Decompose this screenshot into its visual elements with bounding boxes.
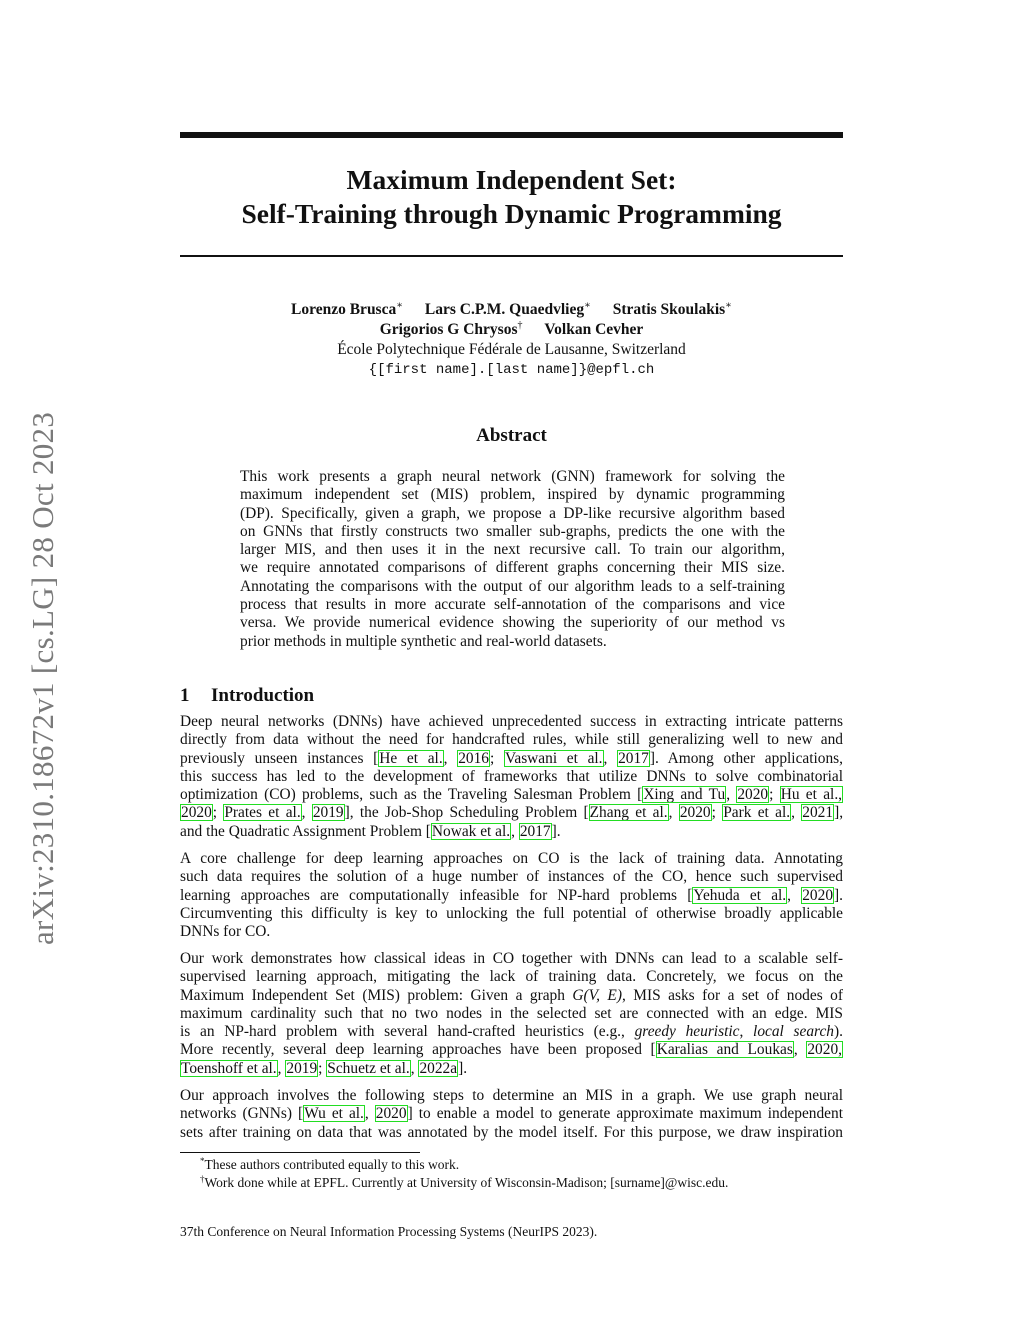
text-line: networks (GNNs) [Wu et al., 2020] to enable a model to generate approximate maximum independent xyxy=(180,1105,843,1123)
abstract-line: process that results in more accurate self-annotation of the comparisons and vice xyxy=(240,596,785,614)
text-line: Circumventing this difficulty is key to unlocking the full potential of otherwise broadly applicable xyxy=(180,904,843,922)
abstract-line: we require annotated comparisons of different graphs concerning their MIS size. xyxy=(240,559,785,577)
citation-link[interactable]: 2021 xyxy=(802,804,834,822)
author-email: {[first name].[last name]}@epfl.ch xyxy=(368,362,655,378)
text-line: learning approaches are computationally infeasible for NP-hard problems [Yehuda et al., 2020]. xyxy=(180,886,843,904)
section-title: Introduction xyxy=(211,685,315,706)
text-line: Maximum Independent Set (MIS) problem: Given a graph G(V, E), MIS asks for a set of nodes of xyxy=(180,986,843,1004)
footnote-2: †Work done while at EPFL. Currently at University of Wisconsin-Madison; [surname]@wisc.edu. xyxy=(200,1174,729,1190)
citation-link[interactable]: 2020 xyxy=(737,786,769,804)
abstract-heading: Abstract xyxy=(476,425,547,446)
text-line: 2020; Prates et al., 2019], the Job-Shop Scheduling Problem [Zhang et al., 2020; Park et al., 2021], xyxy=(181,804,844,822)
citation-link[interactable]: Prates et al. xyxy=(224,804,301,822)
math-graph: G(V, E) xyxy=(572,986,622,1004)
citation-link[interactable]: 2020 xyxy=(181,804,212,822)
text-line: Deep neural networks (DNNs) have achieved unprecedented success in extracting intricate patterns xyxy=(180,713,843,730)
author-name: Lars C.P.M. Quaedvlieg xyxy=(424,301,585,318)
citation-link[interactable]: 2020 xyxy=(375,1105,407,1123)
citation-link[interactable]: 2016 xyxy=(458,749,489,767)
abstract-line: maximum independent set (MIS) problem, inspired by dynamic programming xyxy=(240,486,785,504)
text-line: this success has led to the development of frameworks that utilize DNNs to solve combinatorial xyxy=(180,767,843,785)
author-name: Stratis Skoulakis xyxy=(612,301,726,318)
text-line: is an NP-hard problem with several hand-crafted heuristics (e.g., greedy heuristic, local search). xyxy=(180,1023,843,1041)
citation-link[interactable]: Schuetz et al. xyxy=(327,1059,410,1077)
abstract-line: larger MIS, and then uses it in the next recursive call. To train our algorithm, xyxy=(240,541,785,559)
text-line: DNNs for CO. xyxy=(180,923,271,941)
citation-link[interactable]: 2019 xyxy=(312,804,344,822)
text-line: previously unseen instances [He et al., 2016; Vaswani et al., 2017]. Among other applications, xyxy=(180,749,844,767)
citation-link[interactable]: Nowak et al. xyxy=(431,822,511,840)
footnote-1: *These authors contributed equally to this work. xyxy=(200,1156,460,1172)
title-bottom-rule xyxy=(180,255,843,257)
title-line-1: Maximum Independent Set: xyxy=(346,164,677,195)
text-line: Our approach involves the following steps to determine an MIS in a graph. We use graph neural xyxy=(180,1087,843,1104)
paragraph-3 xyxy=(180,950,843,1078)
section-number: 1 xyxy=(180,685,190,706)
text-line: Our work demonstrates how classical ideas in CO together with DNNs can lead to a scalable self- xyxy=(180,950,843,967)
paragraph-4 xyxy=(180,1087,843,1142)
citation-link[interactable]: 2020 xyxy=(802,886,834,904)
citation-link[interactable]: Vaswani et al. xyxy=(504,749,603,767)
citation-link[interactable]: Hu et al., xyxy=(780,786,843,804)
abstract-line: Annotating the comparisons with the output of our algorithm leads to a self-training xyxy=(240,577,785,595)
text-line: optimization (CO) problems, such as the Traveling Salesman Problem [Xing and Tu, 2020; Hu et al., xyxy=(180,786,843,804)
citation-link[interactable]: Toenshoff et al. xyxy=(181,1059,277,1077)
citation-link[interactable]: Xing and Tu xyxy=(643,786,726,804)
abstract-line: versa. We provide numerical evidence showing the superiority of our method vs xyxy=(240,614,785,632)
text-line: A core challenge for deep learning approaches on CO is the lack of training data. Annotating xyxy=(180,850,843,867)
author-block xyxy=(180,300,843,380)
citation-link[interactable]: 2017 xyxy=(519,822,551,840)
text-line: More recently, several deep learning approaches have been proposed [Karalias and Loukas, 2020, xyxy=(180,1041,842,1059)
paragraph-2 xyxy=(180,850,843,941)
abstract-text xyxy=(240,468,785,651)
citation-link[interactable]: Karalias and Loukas xyxy=(656,1041,793,1059)
title-top-rule xyxy=(180,132,843,138)
abstract-line: This work presents a graph neural network (GNN) framework for solving the xyxy=(240,468,785,485)
text-line: sets after training on data that was annotated by the model itself. For this purpose, we draw inspiration xyxy=(180,1123,843,1141)
author-name: Grigorios G Chrysos xyxy=(379,321,518,338)
citation-link[interactable]: 2019 xyxy=(286,1059,318,1077)
citation-link[interactable]: Yehuda et al. xyxy=(693,886,787,904)
text-line: directly from data without the need for handcrafted rules, while still generalizing well to new and xyxy=(180,731,843,749)
section-heading-introduction xyxy=(180,685,314,707)
text-line: supervised learning approach, mitigating the lack of training data. Concretely, we focus on the xyxy=(180,968,843,986)
text-line: and the Quadratic Assignment Problem [Nowak et al., 2017]. xyxy=(180,822,561,840)
text-line: such data requires the solution of a huge number of instances of the CO, hence such supervised xyxy=(180,868,843,886)
citation-link[interactable]: Zhang et al. xyxy=(589,804,668,822)
abstract-line: on GNNs that firstly constructs two smaller sub-graphs, predicts the one with the xyxy=(240,522,785,540)
citation-link[interactable]: Park et al. xyxy=(723,804,791,822)
citation-link[interactable]: Wu et al. xyxy=(304,1105,364,1123)
affiliation: École Polytechnique Fédérale de Lausanne, Switzerland xyxy=(337,341,686,358)
abstract-line: (DP). Specifically, given a graph, we propose a DP-like recursive algorithm based xyxy=(240,504,785,522)
arxiv-identifier: arXiv:2310.18672v1 [cs.LG] 28 Oct 2023 xyxy=(25,411,60,945)
citation-link[interactable]: 2020 xyxy=(679,804,711,822)
equal-contribution-mark: ∗ xyxy=(584,300,591,311)
text-line: maximum cardinality such that no two nodes in the selected set are connected with an edge. MIS xyxy=(180,1004,843,1022)
text-line: Toenshoff et al., 2019; Schuetz et al., 2022a]. xyxy=(181,1059,468,1077)
footnote-rule xyxy=(180,1152,420,1153)
dagger-mark: † xyxy=(517,320,523,331)
equal-contribution-mark: ∗ xyxy=(396,300,404,311)
title-line-2: Self-Training through Dynamic Programming xyxy=(241,198,782,229)
author-name: Lorenzo Brusca xyxy=(291,301,397,318)
citation-link[interactable]: 2017 xyxy=(618,749,649,767)
paragraph-1 xyxy=(180,713,843,841)
conference-note: 37th Conference on Neural Information Processing Systems (NeurIPS 2023). xyxy=(180,1224,598,1239)
paper-title xyxy=(180,163,843,231)
equal-contribution-mark: ∗ xyxy=(725,300,732,311)
citation-link[interactable]: 2020, xyxy=(807,1041,842,1059)
citation-link[interactable]: 2022a xyxy=(419,1059,458,1077)
author-name: Volkan Cevher xyxy=(544,321,644,338)
abstract-line: prior methods in multiple synthetic and real-world datasets. xyxy=(240,632,607,650)
citation-link[interactable]: He et al. xyxy=(379,749,443,767)
